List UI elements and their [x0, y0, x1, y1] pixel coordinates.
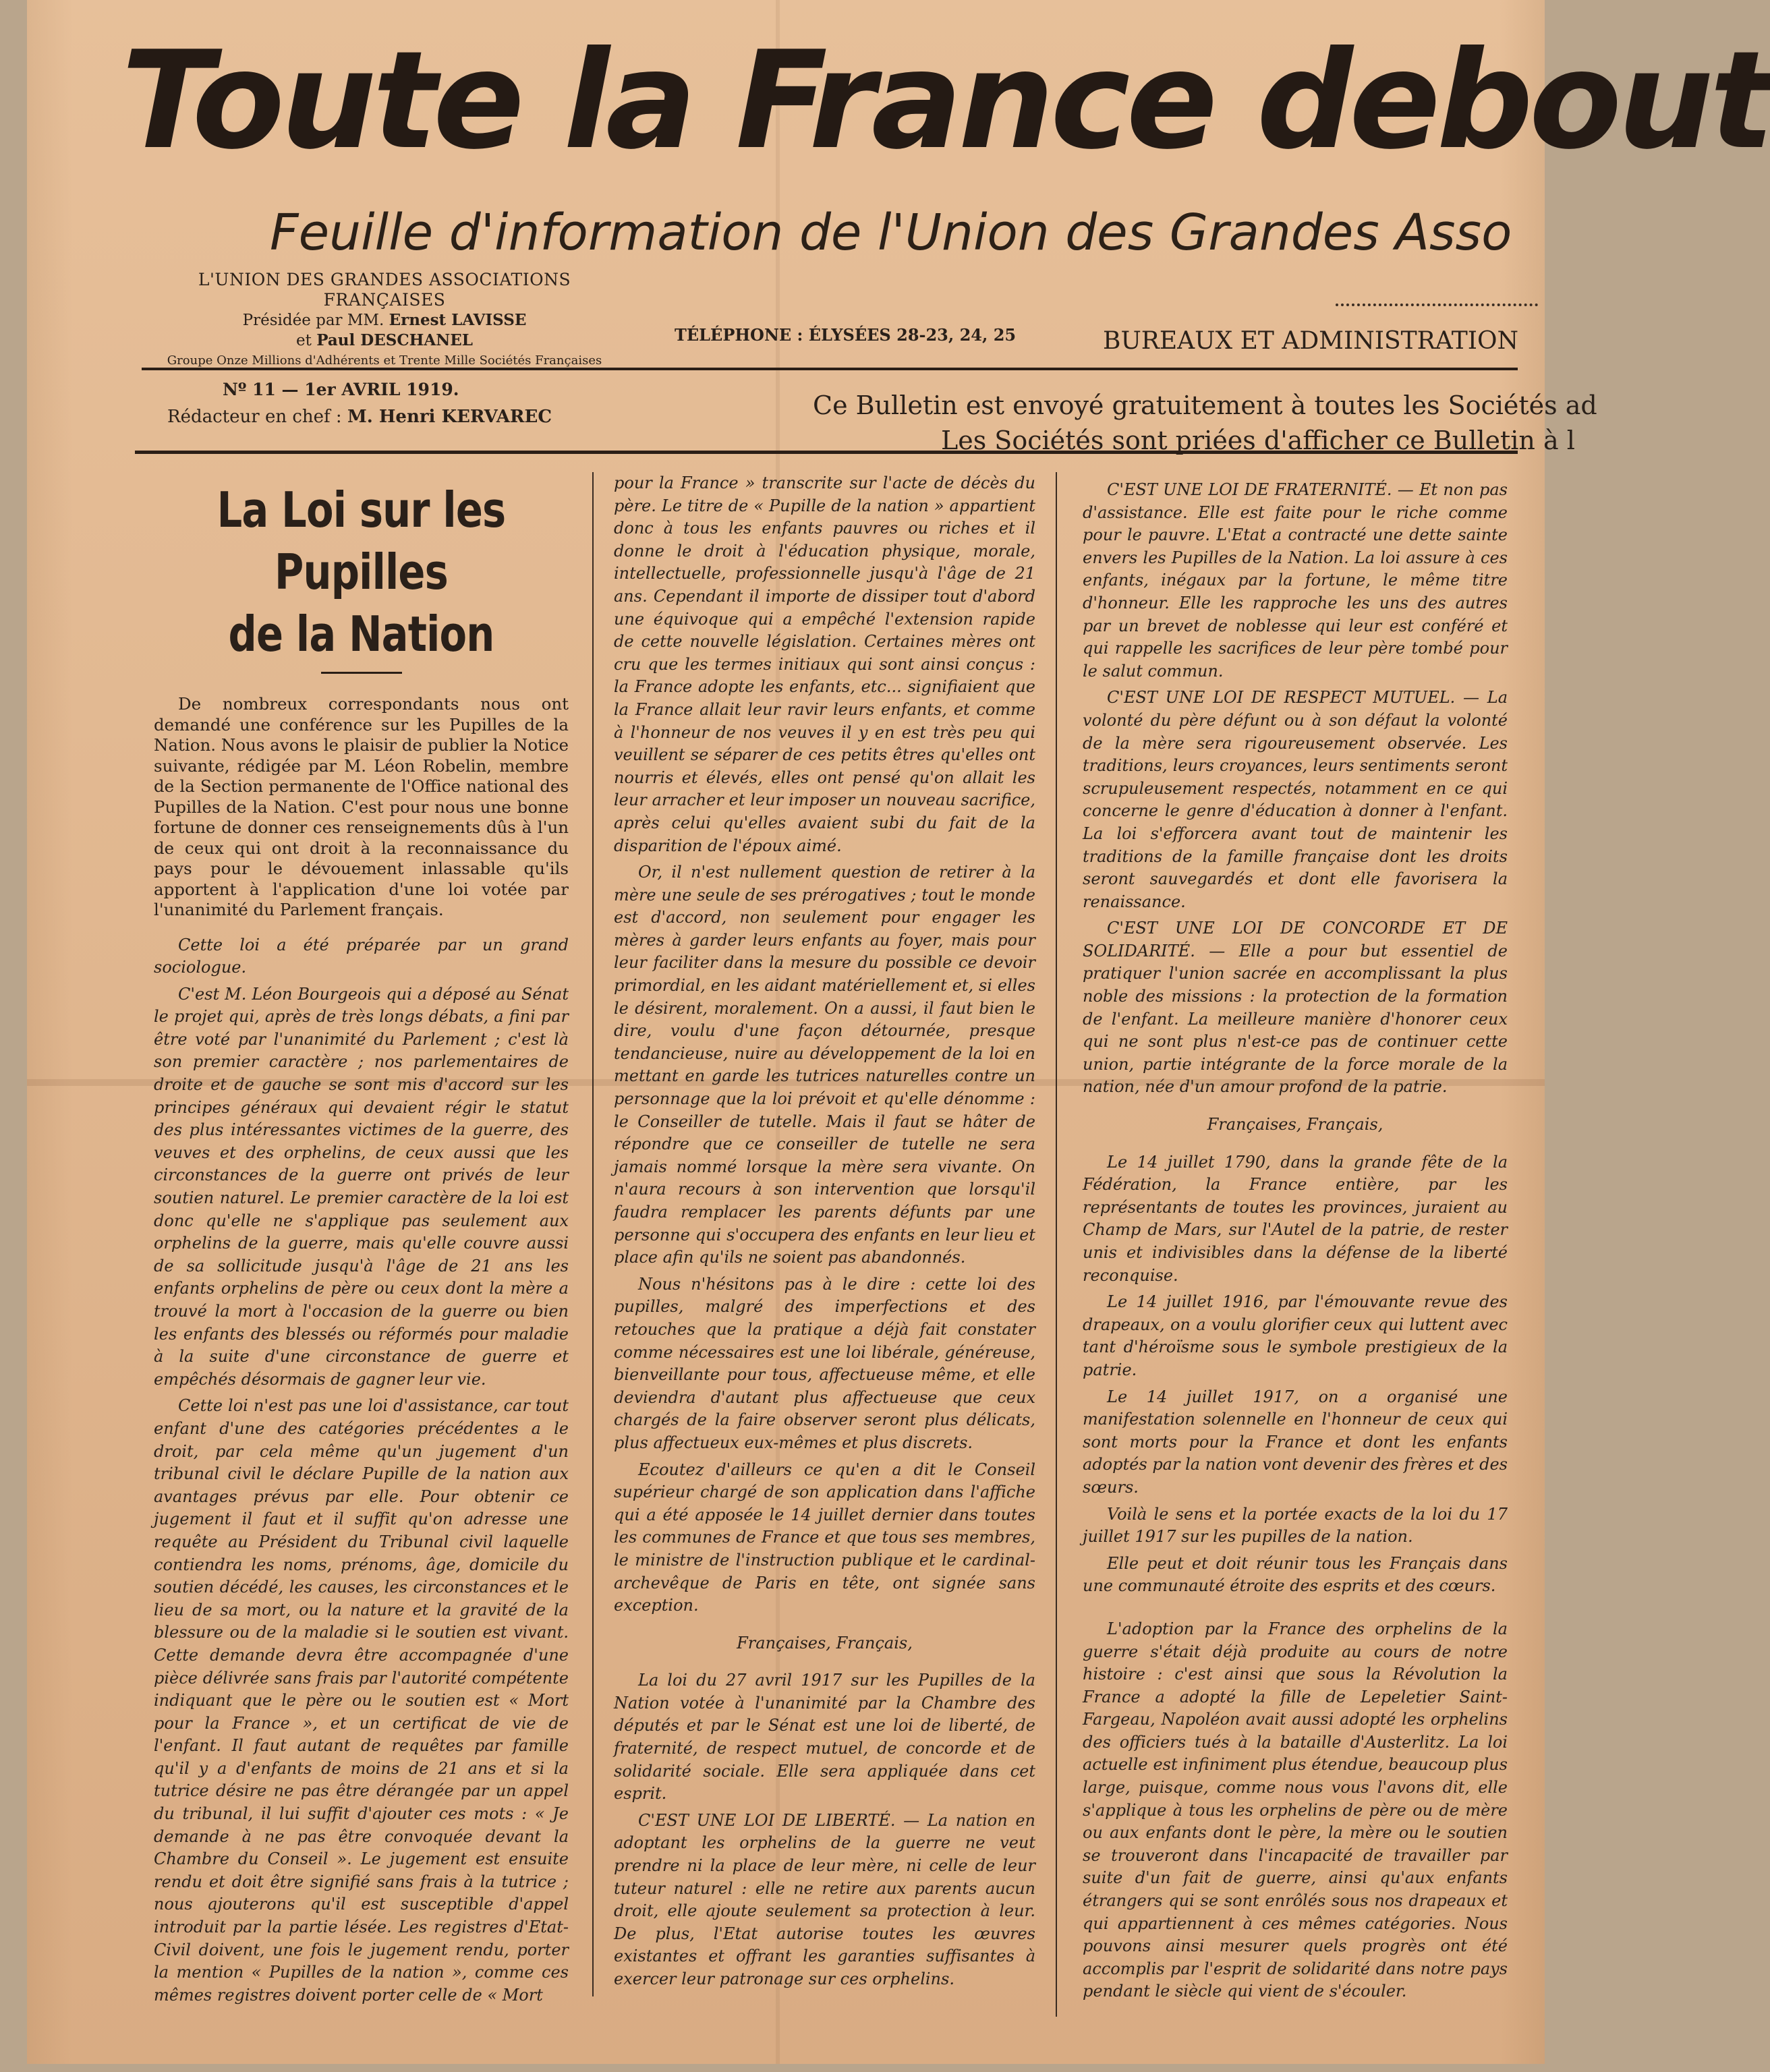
bulletin-line-1: Ce Bulletin est envoyé gratuitement à toutes les Sociétés ad — [813, 391, 1597, 420]
column-rule-2 — [1056, 472, 1057, 2017]
col3-paragraph-5: Le 14 juillet 1916, par l'émouvante revue des drapeaux, on a voulu glorifier ceux qui luttent avec tant d'héroïsme sous le symbole prestigieux de la patrie. — [1083, 1292, 1508, 1379]
president-1: Ernest LAVISSE — [389, 311, 527, 329]
col2-salutation: Françaises, Français, — [737, 1633, 913, 1652]
col2-paragraph-1: pour la France » transcrite sur l'acte de décès du père. Le titre de « Pupille de la nation » appartient donc à tous les enfants pauvres ou riches et il donne le droit à l'éducation physique, morale, intellectuelle, professionnelle jusqu'à l'âge de 21 ans. Cependant il importe de dissiper tout d'abord une équivoque qui a empêché l'extension rapide de cette nouvelle législation. Certaines mères ont cru que les termes initiaux qui sont ainsi conçus : la France adopte les enfants, etc... signifiaient que la France allait leur ravir leurs enfants, et comme à l'honneur de nos veuves il y en est très peu qui veuillent se séparer de ces petits êtres qu'elles ont nourris et élevés, elles ont pensé qu'on allait les leur arracher et leur imposer un nouveau sacrifice, après celui qu'elles avaient subi du fait de la disparition de l'époux aimé. — [614, 473, 1035, 855]
column-2 — [614, 472, 1035, 1995]
article-intro — [154, 694, 569, 921]
presidents-line-2 — [142, 330, 627, 351]
masthead-title: Toute la France debout — [121, 22, 1770, 179]
col1-paragraph-2: C'est M. Léon Bourgeois qui a déposé au Sénat le projet qui, après de très longs débats, a fini par être voté par l'unanimité du Parlement ; c'est là son premier caractère ; nos parlementaires de droite et de gauche se sont mis d'accord sur les principes généraux qui devaient régir le statut des plus intéressantes victimes de la guerre, des veuves et des orphelins, de ceux aussi que les circonstances de la guerre ont privés de leur soutien naturel. Le premier caractère de la loi est donc qu'elle ne s'applique pas seulement aux orphelins de la guerre, mais qu'elle couvre aussi de sa sollicitude jusqu'à l'âge de 21 ans les enfants orphelins de père ou ceux dont la mère a trouvé la mort à l'occasion de la guerre ou bien les enfants des blessés ou réformés pour maladie à la suite d'une circonstance de guerre et empêchés désormais de gagner leur vie. — [154, 984, 569, 1389]
issue-number: Nº 11 — 1er AVRIL 1919. — [223, 380, 459, 399]
organization-name: L'UNION DES GRANDES ASSOCIATIONS FRANÇAISES — [198, 270, 571, 310]
section-rule — [135, 451, 1518, 454]
column-3 — [1083, 479, 1508, 2007]
col1-paragraph-3: Cette loi n'est pas une loi d'assistance, car tout enfant d'une des catégories précédentes a le droit, par cela même qu'un jugement d'un tribunal civil le déclare Pupille de la nation aux avantages prévus par elle. Pour obtenir ce jugement il faut et il suffit qu'on adresse une requête au Président du Tribunal civil laquelle contiendra les noms, prénoms, âge, domicile du soutien décédé, les causes, les circonstances et le lieu de sa mort, ou la nature et la gravité de la blessure ou de la maladie si le soutien est vivant. Cette demande devra être accompagnée d'une pièce délivrée sans frais par l'autorité compétente indiquant que le père ou le soutien est « Mort pour la France », et un certificat de vie de l'enfant. Il faut autant de requêtes par famille qu'il y a d'enfants de moins de 21 ans et si la tutrice désire ne pas être dérangée par un appel du tribunal, il lui suffit d'ajouter ces mots : « Je demande à ne pas être convoquée devant la Chambre du Conseil ». Le jugement est ensuite rendu et doit être signifié sans frais à la tutrice ; nous ajouterons qu'il est susceptible d'appel introduit par la partie lésée. Les registres d'Etat-Civil doivent, une fois le jugement rendu, porter la mention « Pupilles de la nation », comme ces mêmes registres doivent porter celle de « Mort — [154, 1396, 569, 2005]
col2-paragraph-4: Ecoutez d'ailleurs ce qu'en a dit le Conseil supérieur chargé de son application dans l'affiche qui a été apposée le 14 juillet dernier dans toutes les communes de France et que tous ses membres, le ministre de l'instruction publique et le cardinal-archevêque de Paris en tête, ont signée sans exception. — [614, 1460, 1035, 1615]
dotted-rule — [1336, 304, 1538, 306]
editor-line — [167, 407, 552, 427]
presidents-line — [142, 310, 627, 330]
article-headline — [191, 479, 531, 665]
col3-paragraph-7: Voilà le sens et la portée exacts de la loi du 17 juillet 1917 sur les pupilles de la nation. — [1083, 1504, 1508, 1547]
col3-paragraph-8: Elle peut et doit réunir tous les Français dans une communauté étroite des esprits et des cœurs. — [1083, 1553, 1508, 1596]
col2-paragraph-2: Or, il n'est nullement question de retirer à la mère une seule de ses prérogatives ; tout le monde est d'accord, non seulement pour engager les mères à garder leurs enfants au foyer, mais pour leur faciliter dans la mesure du possible ce devoir primordial, en les aidant matériellement et, si elles le désirent, moralement. On a aussi, il faut bien le dire, voulu d'une façon détournée, presque tendancieuse, nuire au développement de la loi en mettant en garde les tutrices naturelles contre un personnage que la loi prévoit et qu'elle dénomme : le Conseiller de tutelle. Mais il faut se hâter de répondre que ce conseiller de tutelle ne sera jamais nommé lorsque la mère sera vivante. On n'aura recours à son intervention que lorsqu'il faudra remplacer les parents défunts par une personne qui s'occupera des enfants en leur lieu et place afin qu'ils ne soient pas abandonnés. — [614, 863, 1035, 1267]
organization-group: Groupe Onze Millions d'Adhérents et Trente Mille Sociétés Françaises — [167, 353, 602, 368]
headline-rule — [321, 672, 402, 674]
headline-line-1: La Loi sur les Pupilles — [217, 482, 506, 600]
bulletin-notice — [813, 388, 1597, 458]
col3-paragraph-6: Le 14 juillet 1917, on a organisé une manifestation solennelle en l'honneur de ceux qui sont morts pour la France et dont les enfants adoptés par la nation vont devenir des frères et des sœurs. — [1083, 1387, 1508, 1497]
masthead-subtitle: Feuille d'information de l'Union des Grandes Asso — [270, 204, 1512, 262]
col3-paragraph-9: L'adoption par la France des orphelins de la guerre s'était déjà produite au cours de notre histoire : c'est ainsi que sous la Révolution la France a adopté la fille de Lepeletier Saint-Fargeau, Napoléon avait aussi adopté les orphelins des officiers tués à la bataille d'Austerlitz. La loi actuelle est infiniment plus étendue, beaucoup plus large, puisque, comme nous vous l'avons dit, elle s'applique à tous les orphelins de père ou de mère ou aux enfants dont le père, la mère ou le soutien se trouveront dans l'incapacité de travailler par suite d'un fait de guerre, ainsi qu'aux enfants étrangers qui se sont enrôlés sous nos drapeaux et qui appartiennent à ces mêmes catégories. Nous pouvons ainsi mesurer quels progrès ont été accomplis par l'esprit de solidarité dans notre pays pendant le siècle qui vient de s'écouler. — [1083, 1619, 1508, 2001]
editor-name: M. Henri KERVAREC — [347, 407, 552, 427]
telephone-line: TÉLÉPHONE : ÉLYSÉES 28-23, 24, 25 — [675, 325, 1017, 345]
editor-prefix: Rédacteur en chef : — [167, 407, 342, 427]
bulletin-line-2: Les Sociétés sont priées d'afficher ce Bulletin à l — [941, 426, 1575, 455]
col3-paragraph-3: C'EST UNE LOI DE CONCORDE ET DE SOLIDARITÉ. — Elle a pour but essentiel de pratiquer l'union sacrée en accomplissant la plus noble des missions : la protection de la formation de l'enfant. La meilleure manière d'honorer ceux qui ne sont plus n'est-ce pas de continuer cette union, partie intégrante de la force morale de la nation, née d'un amour profond de la patrie. — [1083, 919, 1508, 1097]
column-1 — [154, 472, 569, 2011]
bureaux-heading: BUREAUX ET ADMINISTRATION — [1103, 327, 1519, 355]
organization-block — [142, 270, 627, 371]
intro-paragraph: De nombreux correspondants nous ont demandé une conférence sur les Pupilles de la Nation. Nous avons le plaisir de publier la Notice suivante, rédigée par M. Léon Robelin, membre de la Section permanente de l'Office national des Pupilles de la Nation. C'est pour nous une bonne fortune de donner ces renseignements dûs à l'un de ceux qui ont droit à la reconnaissance du pays pour le dévouement inlassable qu'ils apportent à l'application d'une loi votée par l'unanimité du Parlement français. — [154, 694, 569, 919]
col1-paragraph-1: Cette loi a été préparée par un grand sociologue. — [154, 935, 569, 977]
president-2: Paul DESCHANEL — [316, 331, 473, 349]
col2-paragraph-3: Nous n'hésitons pas à le dire : cette loi des pupilles, malgré des imperfections et des retouches que la pratique a déjà fait constater comme nécessaires est une loi libérale, généreuse, bienveillante pour tous, affectueuse même, et elle deviendra d'autant plus affectueuse que ceux chargés de la faire observer seront plus délicats, plus affectueux eux-mêmes et plus discrets. — [614, 1274, 1035, 1452]
col3-paragraph-1: C'EST UNE LOI DE FRATERNITÉ. — Et non pas d'assistance. Elle est faite pour le riche comme pour le pauvre. L'Etat a contracté une dette sainte envers les Pupilles de la Nation. La loi assure à ces enfants, inégaux par la fortune, le même titre d'honneur. Elle les rapproche les uns des autres par un brevet de noblesse qui leur est conféré et qui rappelle les sacrifices de leur père tombé pour le salut commun. — [1083, 480, 1508, 681]
col3-salutation: Françaises, Français, — [1207, 1115, 1383, 1134]
and-word: et — [296, 332, 312, 349]
col3-paragraph-4: Le 14 juillet 1790, dans la grande fête de la Fédération, la France entière, par les représentants de toutes les provinces, juraient au Champ de Mars, sur l'Autel de la patrie, de rester unis et indivisibles dans la défense de la liberté reconquise. — [1083, 1152, 1508, 1285]
column-rule-1 — [592, 472, 594, 1996]
headline-line-2: de la Nation — [228, 606, 494, 662]
col3-paragraph-2: C'EST UNE LOI DE RESPECT MUTUEL. — La volonté du père défunt ou à son défaut la volonté de la mère sera rigoureusement observée. Les traditions, leurs croyances, leurs sentiments seront scrupuleusement respectés, notamment en ce qui concerne le genre d'éducation à donner à l'enfant. La loi s'efforcera avant tout de maintenir les traditions de la famille française dont les droits seront sauvegardés et dont elle favorisera la renaissance. — [1083, 688, 1508, 911]
presided-prefix: Présidée par MM. — [242, 312, 384, 329]
col2-paragraph-6: C'EST UNE LOI DE LIBERTÉ. — La nation en adoptant les orphelins de la guerre ne veut prendre ni la place de leur mère, ni celle de leur tuteur naturel : elle ne retire aux parents aucun droit, elle ajoute seulement sa protection à leur. De plus, l'Etat autorise toutes les œuvres existantes et offrant les garanties suffisantes à exercer leur patronage sur ces orphelins. — [614, 1810, 1035, 1988]
col2-paragraph-5: La loi du 27 avril 1917 sur les Pupilles de la Nation votée à l'unanimité par la Chambre des députés et par le Sénat est une loi de liberté, de fraternité, de respect mutuel, de concorde et de solidarité sociale. Elle sera appliquée dans cet esprit. — [614, 1671, 1035, 1804]
header-rule — [142, 368, 1518, 370]
